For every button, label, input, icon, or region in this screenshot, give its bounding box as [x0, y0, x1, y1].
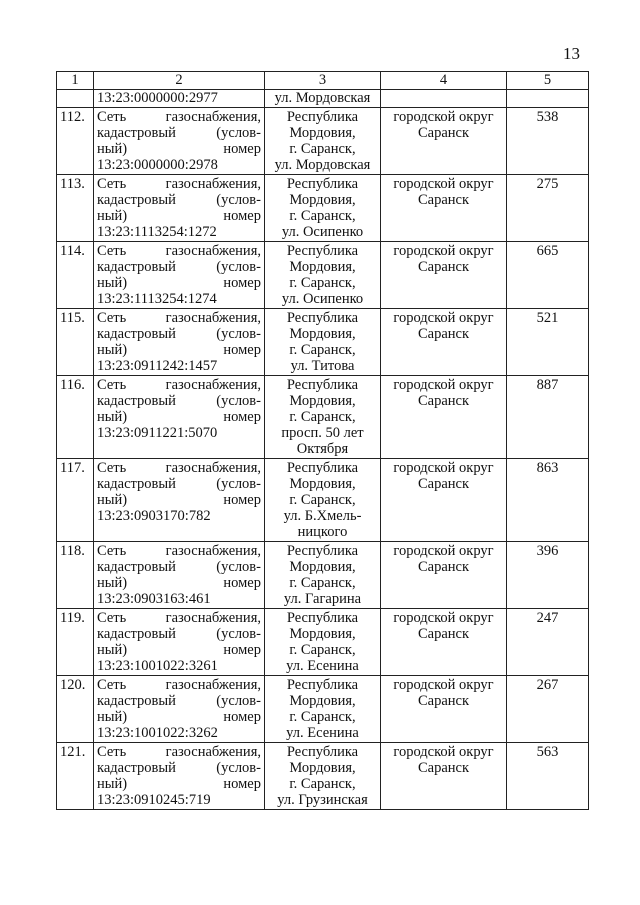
- object-name-line: Сеть газоснабжения,: [97, 744, 261, 760]
- address-line: г. Саранск,: [289, 492, 356, 508]
- address-line: Республика: [286, 109, 359, 125]
- object-name-line: кадастровый (услов-: [97, 125, 261, 141]
- municipality-line: Саранск: [417, 125, 470, 141]
- municipality-line: Саранск: [417, 476, 470, 492]
- address-line: г. Саранск,: [289, 642, 356, 658]
- address-line: ул. Осипенко: [281, 224, 364, 240]
- object-name-line: ный) номер: [97, 409, 261, 425]
- length-value-cell: 521: [507, 309, 589, 376]
- object-name-line: ный) номер: [97, 342, 261, 358]
- address-line: ул. Мордовская: [274, 157, 371, 173]
- object-name-line: ный) номер: [97, 275, 261, 291]
- address-line: ул. Титова: [290, 358, 355, 374]
- object-name-line: Сеть газоснабжения,: [97, 310, 261, 326]
- municipality-cell: [381, 676, 507, 743]
- address-line: Республика: [286, 310, 359, 326]
- header-col-3: 3: [265, 72, 381, 90]
- municipality-cell: [381, 242, 507, 309]
- municipality-cell: [381, 743, 507, 810]
- header-row: [57, 72, 589, 90]
- row-number-cell: 112.: [57, 108, 94, 175]
- address-line: Мордовия,: [289, 559, 356, 575]
- table-row: [57, 542, 589, 609]
- object-name-line: Сеть газоснабжения,: [97, 109, 261, 125]
- table-body: [57, 90, 589, 810]
- address-line: Республика: [286, 543, 359, 559]
- address-line: г. Саранск,: [289, 409, 356, 425]
- municipality-line: Саранск: [417, 693, 470, 709]
- object-name-line: 13:23:0910245:719: [97, 792, 211, 808]
- object-name-line: ный) номер: [97, 776, 261, 792]
- object-name-line: 13:23:0903170:782: [97, 508, 211, 524]
- object-name-line: Сеть газоснабжения,: [97, 677, 261, 693]
- address-cell: [265, 676, 381, 743]
- municipality-line: Саранск: [417, 192, 470, 208]
- municipality-cell: [381, 108, 507, 175]
- object-name-cell: [94, 609, 265, 676]
- object-name-cell: [94, 459, 265, 542]
- row-number-cell: 117.: [57, 459, 94, 542]
- row-number-cell: 118.: [57, 542, 94, 609]
- object-name-line: Сеть газоснабжения,: [97, 460, 261, 476]
- address-line: Мордовия,: [289, 393, 356, 409]
- object-name-line: ный) номер: [97, 575, 261, 591]
- object-name-cell: [94, 175, 265, 242]
- address-line: г. Саранск,: [289, 141, 356, 157]
- continuation-address-cell: [265, 90, 381, 108]
- table-row: [57, 676, 589, 743]
- continuation-address-line: ул. Мордовская: [274, 90, 371, 106]
- object-name-line: 13:23:1001022:3262: [97, 725, 218, 741]
- address-line: ул. Гагарина: [283, 591, 362, 607]
- object-name-line: ный) номер: [97, 709, 261, 725]
- address-line: Мордовия,: [289, 760, 356, 776]
- object-name-line: ный) номер: [97, 208, 261, 224]
- object-name-line: кадастровый (услов-: [97, 393, 261, 409]
- object-name-line: кадастровый (услов-: [97, 192, 261, 208]
- municipality-line: городской округ: [393, 610, 494, 626]
- address-line: Республика: [286, 176, 359, 192]
- address-line: г. Саранск,: [289, 575, 356, 591]
- continuation-row: [57, 90, 589, 108]
- address-line: ницкого: [297, 524, 348, 540]
- length-value-cell: 665: [507, 242, 589, 309]
- object-name-line: Сеть газоснабжения,: [97, 543, 261, 559]
- object-name-line: кадастровый (услов-: [97, 693, 261, 709]
- object-name-line: ный) номер: [97, 492, 261, 508]
- address-line: Мордовия,: [289, 326, 356, 342]
- municipality-line: городской округ: [393, 543, 494, 559]
- municipality-line: городской округ: [393, 460, 494, 476]
- address-line: ул. Грузинская: [277, 792, 368, 808]
- object-name-line: 13:23:0903163:461: [97, 591, 211, 607]
- object-name-line: кадастровый (услов-: [97, 559, 261, 575]
- address-line: ул. Осипенко: [281, 291, 364, 307]
- object-name-line: кадастровый (услов-: [97, 626, 261, 642]
- municipality-cell: [381, 175, 507, 242]
- row-number-cell: 116.: [57, 376, 94, 459]
- continuation-name-line: 13:23:0000000:2977: [97, 90, 218, 106]
- object-name-cell: [94, 542, 265, 609]
- municipality-line: Саранск: [417, 760, 470, 776]
- object-name-line: кадастровый (услов-: [97, 326, 261, 342]
- address-line: Республика: [286, 610, 359, 626]
- table-row: [57, 309, 589, 376]
- header-col-5: 5: [507, 72, 589, 90]
- row-number-cell: 113.: [57, 175, 94, 242]
- length-value-cell: 887: [507, 376, 589, 459]
- length-value-cell: 267: [507, 676, 589, 743]
- address-cell: [265, 108, 381, 175]
- municipality-cell: [381, 376, 507, 459]
- address-cell: [265, 743, 381, 810]
- address-cell: [265, 175, 381, 242]
- address-cell: [265, 376, 381, 459]
- municipality-line: Саранск: [417, 259, 470, 275]
- table-row: [57, 459, 589, 542]
- municipality-line: городской округ: [393, 243, 494, 259]
- municipality-line: городской округ: [393, 176, 494, 192]
- municipality-cell: [381, 309, 507, 376]
- address-cell: [265, 459, 381, 542]
- length-value-cell: 247: [507, 609, 589, 676]
- municipality-line: городской округ: [393, 310, 494, 326]
- address-line: просп. 50 лет: [281, 425, 364, 441]
- municipality-line: Саранск: [417, 559, 470, 575]
- table-header: [57, 72, 589, 90]
- address-line: Мордовия,: [289, 125, 356, 141]
- address-cell: [265, 309, 381, 376]
- object-name-line: Сеть газоснабжения,: [97, 243, 261, 259]
- object-name-line: кадастровый (услов-: [97, 760, 261, 776]
- address-line: Октября: [296, 441, 349, 457]
- table-row: [57, 609, 589, 676]
- address-cell: [265, 542, 381, 609]
- table-row: [57, 743, 589, 810]
- object-name-cell: [94, 108, 265, 175]
- row-number-cell: 114.: [57, 242, 94, 309]
- object-name-line: 13:23:0911221:5070: [97, 425, 218, 441]
- address-line: г. Саранск,: [289, 342, 356, 358]
- header-col-4: 4: [381, 72, 507, 90]
- object-name-line: Сеть газоснабжения,: [97, 610, 261, 626]
- object-name-line: Сеть газоснабжения,: [97, 176, 261, 192]
- object-name-line: 13:23:1001022:3261: [97, 658, 218, 674]
- header-col-1: 1: [57, 72, 94, 90]
- object-name-cell: [94, 376, 265, 459]
- table-row: [57, 108, 589, 175]
- object-name-line: 13:23:1113254:1272: [97, 224, 217, 240]
- object-name-cell: [94, 743, 265, 810]
- address-cell: [265, 242, 381, 309]
- address-line: Мордовия,: [289, 626, 356, 642]
- continuation-value-cell: [507, 90, 589, 108]
- object-name-cell: [94, 676, 265, 743]
- municipality-line: Саранск: [417, 626, 470, 642]
- object-name-line: 13:23:0000000:2978: [97, 157, 218, 173]
- continuation-area-cell: [381, 90, 507, 108]
- object-name-line: ный) номер: [97, 642, 261, 658]
- municipality-line: Саранск: [417, 326, 470, 342]
- address-line: ул. Есенина: [286, 658, 359, 674]
- address-line: г. Саранск,: [289, 275, 356, 291]
- row-number-cell: 120.: [57, 676, 94, 743]
- address-line: г. Саранск,: [289, 208, 356, 224]
- table-row: [57, 242, 589, 309]
- object-name-cell: [94, 242, 265, 309]
- address-line: Мордовия,: [289, 259, 356, 275]
- municipality-cell: [381, 459, 507, 542]
- header-col-2: 2: [94, 72, 265, 90]
- municipality-line: городской округ: [393, 109, 494, 125]
- object-name-line: кадастровый (услов-: [97, 259, 261, 275]
- address-line: Мордовия,: [289, 693, 356, 709]
- object-name-line: Сеть газоснабжения,: [97, 377, 261, 393]
- address-line: ул. Б.Хмель-: [283, 508, 362, 524]
- continuation-num-cell: [57, 90, 94, 108]
- municipality-cell: [381, 542, 507, 609]
- row-number-cell: 115.: [57, 309, 94, 376]
- municipality-cell: [381, 609, 507, 676]
- row-number-cell: 121.: [57, 743, 94, 810]
- object-name-line: 13:23:0911242:1457: [97, 358, 218, 374]
- municipality-line: городской округ: [393, 377, 494, 393]
- address-line: Республика: [286, 377, 359, 393]
- object-name-line: кадастровый (услов-: [97, 476, 261, 492]
- object-name-line: 13:23:1113254:1274: [97, 291, 217, 307]
- address-line: Республика: [286, 677, 359, 693]
- length-value-cell: 538: [507, 108, 589, 175]
- municipality-line: городской округ: [393, 744, 494, 760]
- object-name-cell: [94, 309, 265, 376]
- object-name-line: ный) номер: [97, 141, 261, 157]
- municipality-line: городской округ: [393, 677, 494, 693]
- length-value-cell: 863: [507, 459, 589, 542]
- length-value-cell: 396: [507, 542, 589, 609]
- table-row: [57, 376, 589, 459]
- address-line: Республика: [286, 243, 359, 259]
- length-value-cell: 275: [507, 175, 589, 242]
- address-line: Мордовия,: [289, 476, 356, 492]
- address-cell: [265, 609, 381, 676]
- row-number-cell: 119.: [57, 609, 94, 676]
- address-line: Республика: [286, 744, 359, 760]
- page-number: 13: [563, 44, 580, 63]
- address-line: ул. Есенина: [286, 725, 359, 741]
- address-line: Мордовия,: [289, 192, 356, 208]
- municipality-line: Саранск: [417, 393, 470, 409]
- address-line: г. Саранск,: [289, 709, 356, 725]
- continuation-name-cell: [94, 90, 265, 108]
- length-value-cell: 563: [507, 743, 589, 810]
- address-line: Республика: [286, 460, 359, 476]
- address-line: г. Саранск,: [289, 776, 356, 792]
- table-row: [57, 175, 589, 242]
- registry-table: [56, 71, 589, 810]
